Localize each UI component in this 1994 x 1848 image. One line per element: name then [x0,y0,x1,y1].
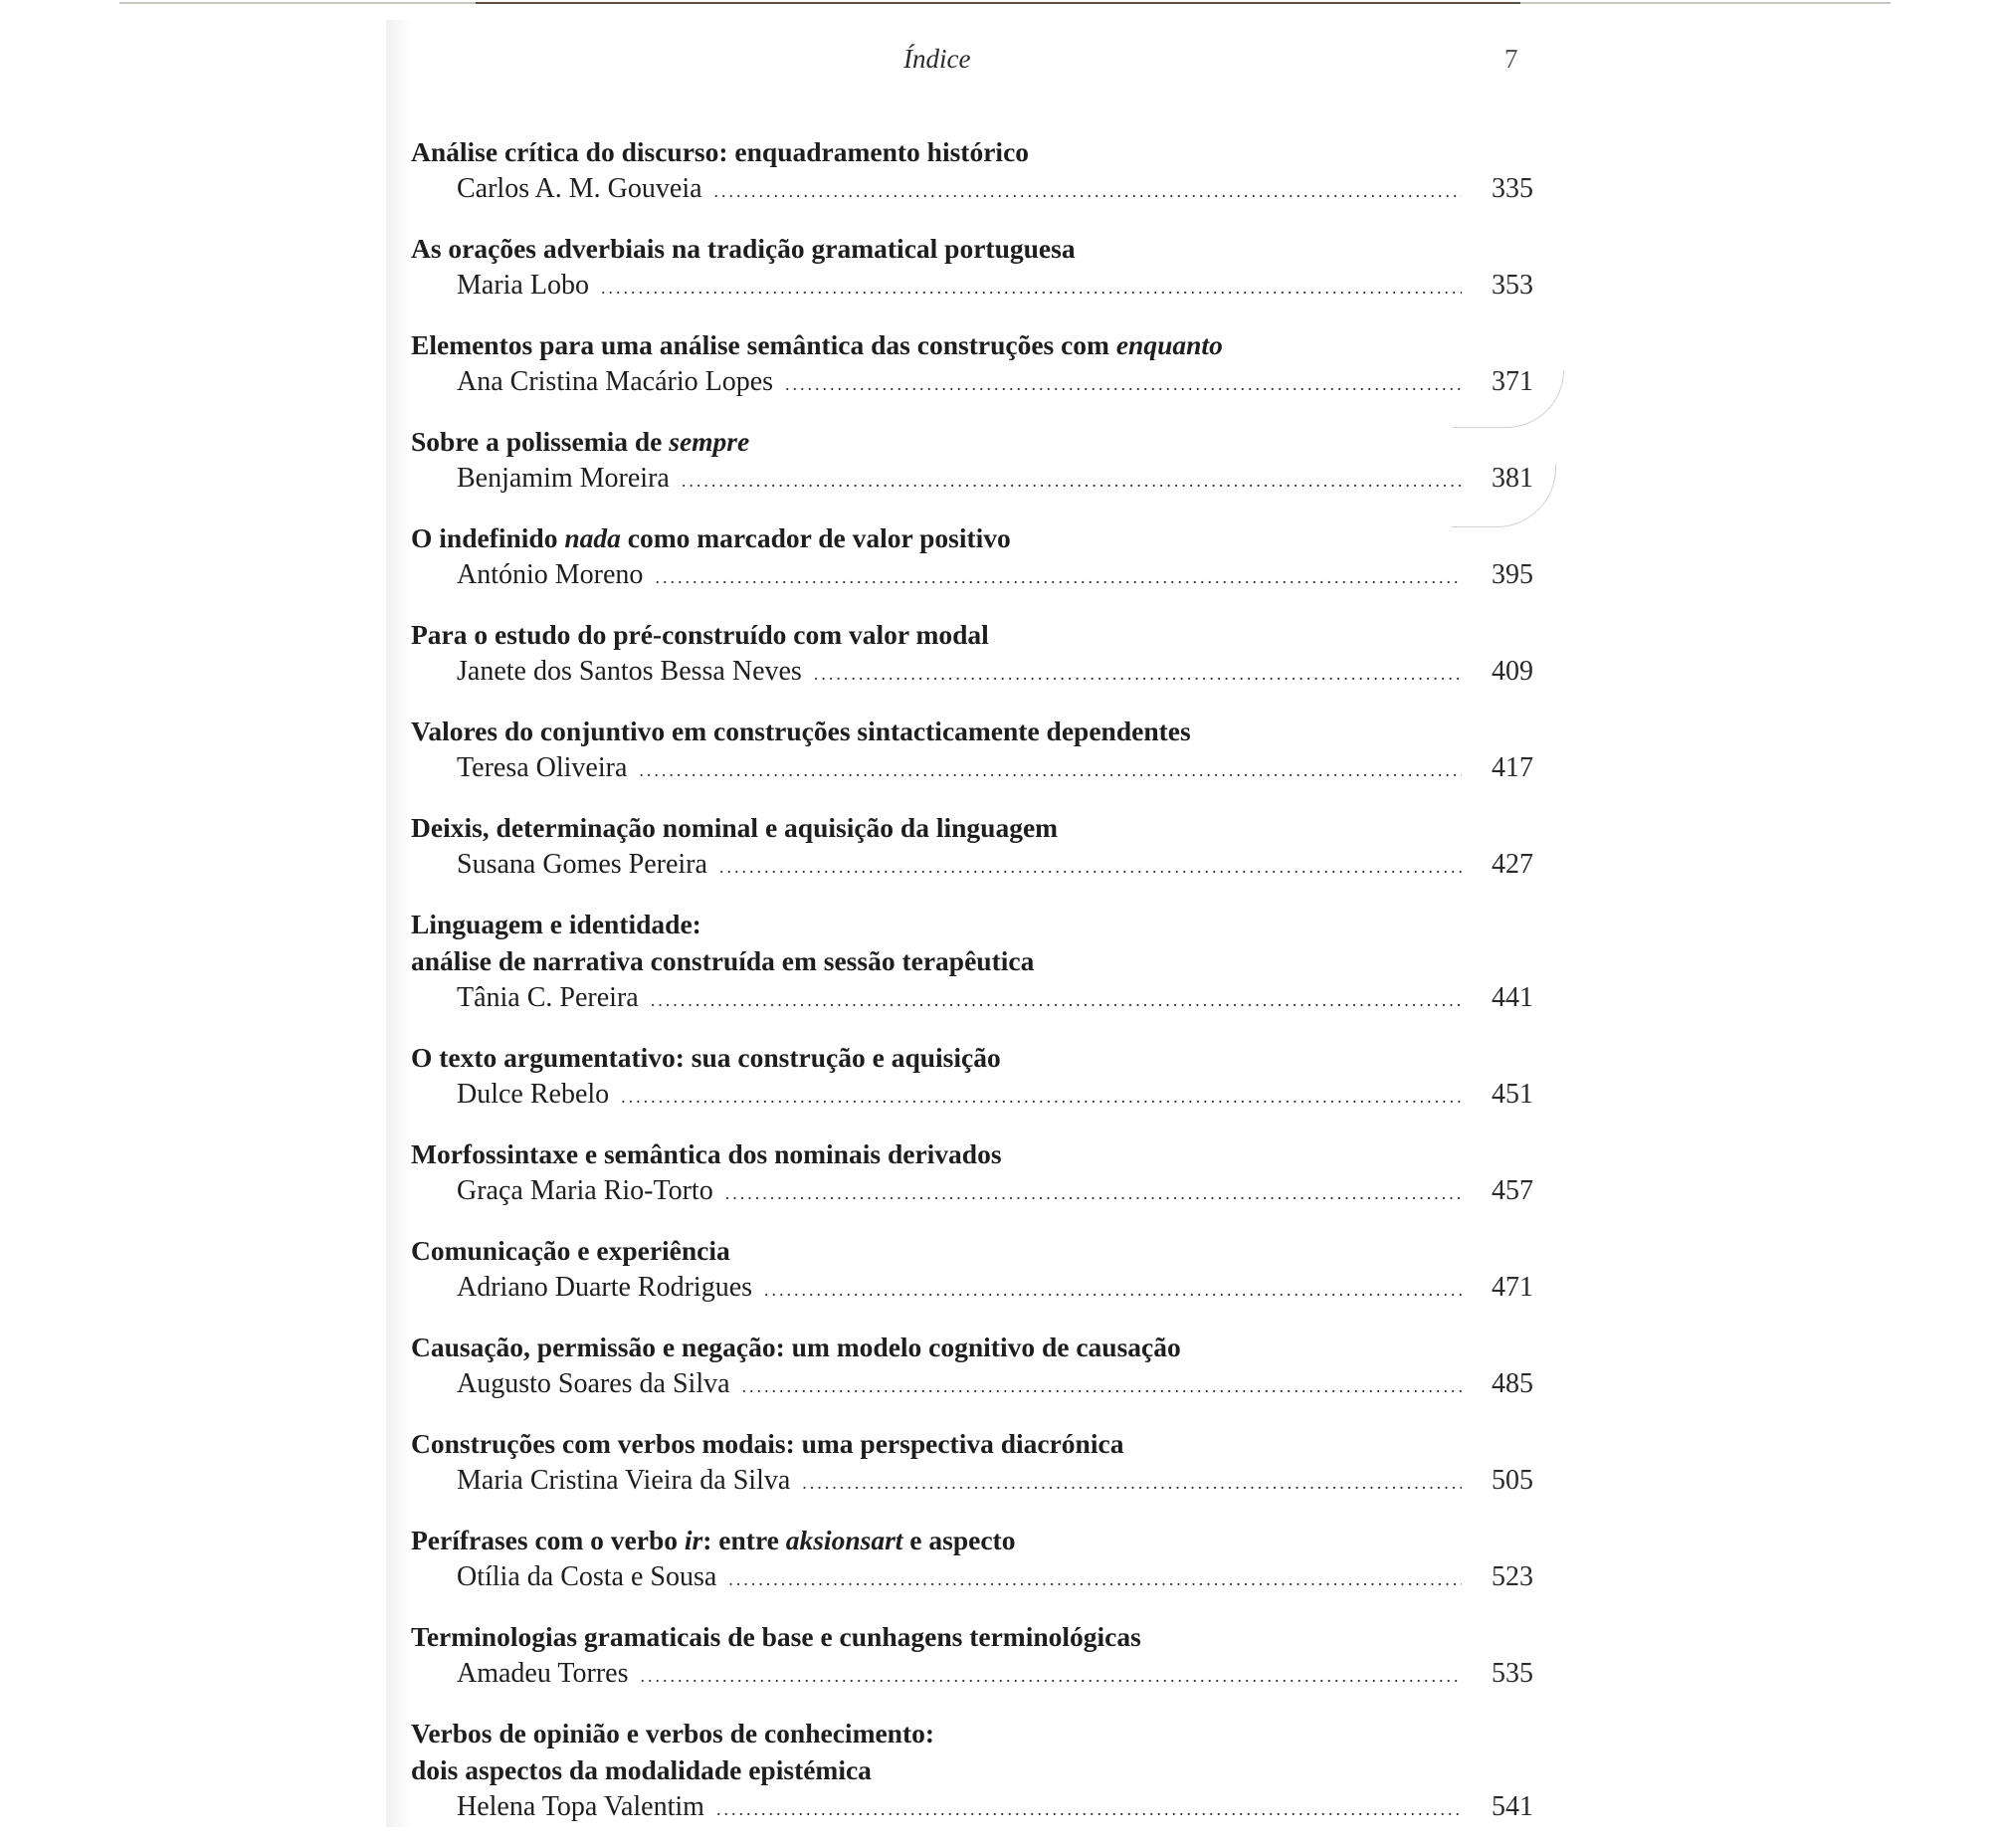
dot-leader [682,463,1462,500]
dot-leader [725,1175,1462,1212]
dot-leader [651,982,1462,1019]
toc-entry-author-line [411,267,1533,307]
toc-entry-author-line [411,556,1533,596]
toc-entry-author: Susana Gomes Pereira [457,849,707,880]
toc-entry [411,1039,1533,1116]
toc-entry-author-line [411,1788,1533,1828]
toc-entry [411,616,1533,693]
toc-entry-author: Benjamim Moreira [457,463,670,494]
title-text-segment: Construções com verbos modais: uma perspectiva diacrónica [411,1428,1124,1459]
table-of-contents [411,133,1533,1848]
toc-entry-page-number: 535 [1492,1658,1533,1689]
toc-entry [411,1425,1533,1502]
dot-leader [639,752,1462,789]
toc-entry-author: Maria Lobo [457,270,589,301]
toc-entry-author: Janete dos Santos Bessa Neves [457,656,802,687]
toc-entry-page-number: 335 [1492,173,1533,204]
title-text-segment: Linguagem e identidade: [411,909,701,939]
toc-entry-author: Ana Cristina Macário Lopes [457,366,774,397]
dot-leader [764,1272,1462,1309]
toc-entry-page-number: 485 [1492,1368,1533,1399]
toc-entry-title [411,519,1533,556]
toc-entry-author: Amadeu Torres [457,1658,629,1689]
toc-entry-title [411,1232,1533,1269]
dot-leader [802,1465,1462,1502]
title-text-segment: Perífrases com o verbo [411,1525,685,1555]
toc-entry-page-number: 457 [1492,1175,1533,1206]
toc-entry-author-line [411,460,1533,500]
page-gutter-shadow [386,20,412,1827]
toc-entry-author: Teresa Oliveira [457,752,628,783]
toc-entry [411,1329,1533,1405]
toc-entry-author-line [411,846,1533,886]
toc-entry-page-number: 395 [1492,559,1533,590]
toc-entry-author: Tânia C. Pereira [457,982,639,1013]
toc-entry [411,1715,1533,1828]
running-head-title: Índice [903,44,971,74]
toc-entry-author: Adriano Duarte Rodrigues [457,1272,753,1303]
title-text-segment: O texto argumentativo: sua construção e aquisição [411,1042,1001,1073]
toc-entry-page-number: 427 [1492,849,1533,880]
title-text-segment: e aspecto [902,1525,1016,1555]
toc-entry-title [411,1715,1533,1788]
toc-entry-author: Maria Cristina Vieira da Silva [457,1465,791,1496]
toc-entry-author-line [411,363,1533,403]
folio-page-number: 7 [1504,44,1518,74]
title-text-segment: Análise crítica do discurso: enquadramento histórico [411,136,1030,167]
toc-entry-title [411,1522,1533,1558]
toc-entry [411,133,1533,210]
toc-entry-author-line [411,1655,1533,1695]
pencil-mark-371 [1453,370,1564,428]
toc-entry-author-line [411,749,1533,789]
toc-entry-author-line [411,1076,1533,1116]
dot-leader [714,173,1462,210]
dot-leader [728,1561,1462,1598]
toc-entry-author-line [411,170,1533,210]
toc-entry-title [411,1039,1533,1076]
toc-entry-author: António Moreno [457,559,644,590]
toc-entry [411,809,1533,886]
toc-entry-title [411,1425,1533,1462]
title-text-segment: Verbos de opinião e verbos de conhecimento: [411,1718,935,1748]
title-text-segment: Comunicação e experiência [411,1235,730,1266]
title-italic-term: sempre [669,426,750,457]
toc-entry-page-number: 451 [1492,1079,1533,1110]
toc-entry [411,423,1533,500]
toc-entry-title [411,713,1533,749]
toc-entry-title [411,133,1533,170]
toc-entry-author-line [411,1462,1533,1502]
toc-entry-title [411,809,1533,846]
title-text-segment: : entre [702,1525,786,1555]
toc-entry-title [411,326,1533,363]
toc-entry-author: Helena Topa Valentim [457,1791,704,1822]
toc-entry-author-line [411,979,1533,1019]
top-edge-rule-dark [476,2,1520,4]
toc-entry-author: Carlos A. M. Gouveia [457,173,702,204]
toc-entry-page-number: 505 [1492,1465,1533,1496]
pencil-mark-381 [1451,464,1556,527]
title-text-segment: Para o estudo do pré-construído com valor modal [411,619,989,650]
title-text-segment: Valores do conjuntivo em construções sintacticamente dependentes [411,716,1191,746]
toc-entry-title [411,1135,1533,1172]
dot-leader [719,849,1462,886]
toc-entry [411,1232,1533,1309]
toc-entry-title [411,616,1533,653]
toc-entry-page-number: 417 [1492,752,1533,783]
toc-entry [411,326,1533,403]
dot-leader [814,656,1462,693]
dot-leader [742,1368,1462,1405]
toc-entry [411,1135,1533,1212]
title-text-segment: Sobre a polissemia de [411,426,670,457]
toc-entry-author-line [411,1365,1533,1405]
title-text-segment: Morfossintaxe e semântica dos nominais derivados [411,1138,1002,1169]
title-italic-term: enquanto [1115,329,1223,360]
toc-entry-author-line [411,653,1533,693]
title-text-segment: Elementos para uma análise semântica das construções com [411,329,1116,360]
toc-entry-page-number: 353 [1492,270,1533,301]
toc-entry-title [411,1618,1533,1655]
dot-leader [785,366,1462,403]
toc-entry-author-line [411,1558,1533,1598]
toc-entry-page-number: 409 [1492,656,1533,687]
toc-entry-page-number: 541 [1492,1791,1533,1822]
toc-entry [411,230,1533,307]
toc-entry-author-line [411,1172,1533,1212]
title-italic-term: aksionsart [785,1525,903,1555]
toc-entry-author-line [411,1269,1533,1309]
toc-entry [411,1618,1533,1695]
title-text-segment: Causação, permissão e negação: um modelo cognitivo de causação [411,1332,1181,1362]
toc-entry [411,519,1533,596]
toc-entry-title [411,1329,1533,1365]
toc-entry-author: Graça Maria Rio-Torto [457,1175,713,1206]
toc-entry-page-number: 471 [1492,1272,1533,1303]
title-italic-term: nada [564,522,621,553]
toc-entry [411,906,1533,1019]
toc-entry-page-number: 523 [1492,1561,1533,1592]
title-text-segment: dois aspectos da modalidade epistémica [411,1754,872,1785]
title-text-segment: Deixis, determinação nominal e aquisição da linguagem [411,812,1059,843]
title-text-segment: como marcador de valor positivo [620,522,1011,553]
dot-leader [716,1791,1462,1828]
toc-entry-author: Dulce Rebelo [457,1079,610,1110]
dot-leader [601,270,1462,307]
toc-entry-page-number: 371 [1492,366,1533,397]
title-italic-term: ir [684,1525,703,1555]
dot-leader [655,559,1462,596]
toc-entry-title [411,230,1533,267]
toc-entry-author: Otília da Costa e Sousa [457,1561,717,1592]
title-text-segment: As orações adverbiais na tradição gramatical portuguesa [411,233,1076,264]
toc-entry [411,1522,1533,1598]
dot-leader [621,1079,1462,1116]
toc-entry-author: Augusto Soares da Silva [457,1368,730,1399]
toc-entry-title [411,906,1533,979]
toc-entry-page-number: 381 [1492,463,1533,494]
dot-leader [640,1658,1462,1695]
toc-entry-title [411,423,1533,460]
title-text-segment: análise de narrativa construída em sessão terapêutica [411,945,1035,976]
toc-entry [411,713,1533,789]
toc-entry-page-number: 441 [1492,982,1533,1013]
title-text-segment: O indefinido [411,522,565,553]
title-text-segment: Terminologias gramaticais de base e cunhagens terminológicas [411,1621,1141,1652]
